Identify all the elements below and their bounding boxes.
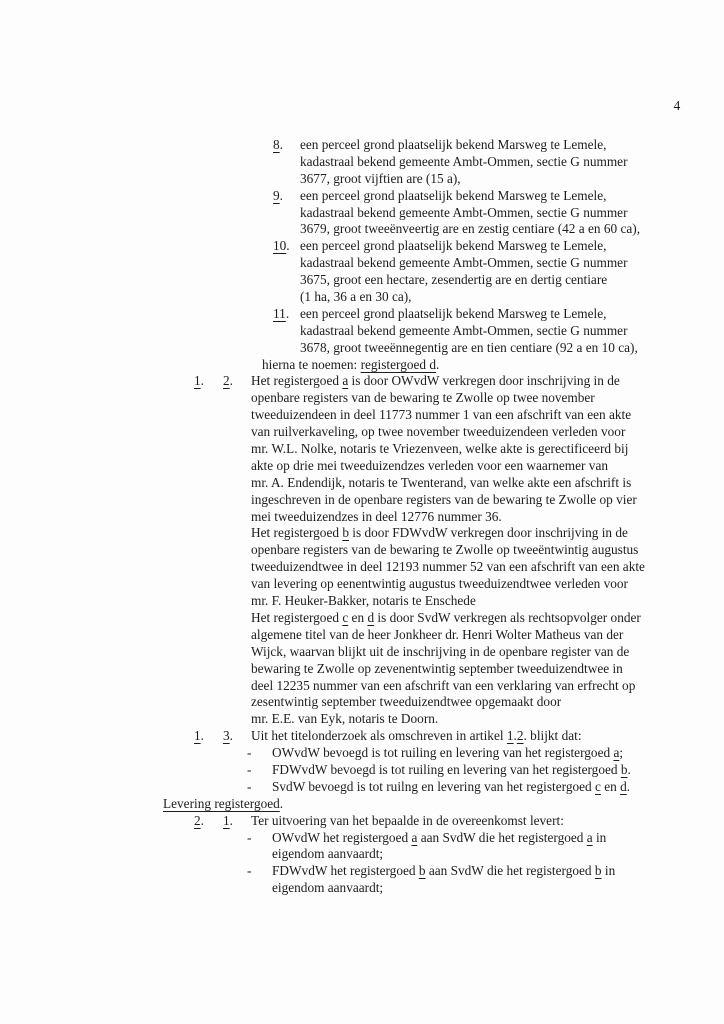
doc-line: [0, 661, 724, 678]
doc-line: [0, 255, 724, 272]
line-text: mr. F. Heuker-Bakker, notaris te Enschede: [251, 593, 476, 609]
doc-line: [0, 745, 724, 762]
doc-line: [0, 323, 724, 340]
list-subnumber: 2.: [223, 373, 233, 389]
line-text: 3679, groot tweeënveertig are en zestig centiare (42 a en 60 ca),: [300, 221, 641, 237]
list-number: 9.: [273, 187, 283, 203]
doc-line: [0, 171, 724, 188]
doc-line: [0, 525, 724, 542]
line-text: algemene titel van de heer Jonkheer dr. Henri Wolter Matheus van der: [251, 626, 624, 642]
line-text: Uit het titelonderzoek als omschreven in artikel 1.2. blijkt dat:: [251, 728, 582, 744]
line-text: van levering op eenentwintig augustus tweeduizendtwee verleden voor: [251, 576, 628, 592]
line-text: OWvdW het registergoed a aan SvdW die het registergoed a in: [272, 829, 607, 845]
bullet-dash: -: [247, 778, 252, 794]
line-text: kadastraal bekend gemeente Ambt-Ommen, sectie G nummer: [300, 322, 628, 338]
line-text: tweeduizendtwee in deel 12193 nummer 52 van een afschrift van een akte: [251, 559, 645, 575]
line-text: Het registergoed c en d is door SvdW verkregen als rechtsopvolger onder: [251, 609, 641, 625]
list-subnumber: 1.: [223, 812, 233, 828]
doc-line: [0, 188, 724, 205]
line-text: van ruilverkaveling, op twee november tweeduizendeen verleden voor: [251, 424, 626, 440]
doc-line: [0, 846, 724, 863]
line-text: Ter uitvoering van het bepaalde in de overeenkomst levert:: [251, 812, 564, 828]
line-text: kadastraal bekend gemeente Ambt-Ommen, sectie G nummer: [300, 153, 628, 169]
doc-line: [0, 678, 724, 695]
doc-line: [0, 593, 724, 610]
doc-line: [0, 863, 724, 880]
doc-line: [0, 306, 724, 323]
bullet-dash: -: [247, 829, 252, 845]
doc-line: [0, 272, 724, 289]
line-text: openbare registers van de bewaring te Zwolle op twee november: [251, 390, 595, 406]
list-number: 1.: [194, 728, 204, 744]
line-text: kadastraal bekend gemeente Ambt-Ommen, sectie G nummer: [300, 204, 628, 220]
list-number: 8.: [273, 137, 283, 152]
line-text: een perceel grond plaatselijk bekend Marsweg te Lemele,: [300, 238, 607, 254]
doc-line: [0, 373, 724, 390]
doc-line: [0, 357, 724, 374]
line-text: Wijck, waarvan blijkt uit de inschrijving in de openbare register van de: [251, 643, 630, 659]
line-text: eigendom aanvaardt;: [272, 880, 384, 896]
line-text: FDWvdW bevoegd is tot ruiling en levering van het registergoed b.: [272, 761, 631, 777]
doc-line: [0, 154, 724, 171]
document-body: [0, 137, 724, 897]
section-heading: Levering registergoed.: [163, 795, 284, 811]
line-text: een perceel grond plaatselijk bekend Marsweg te Lemele,: [300, 187, 607, 203]
page-number: 4: [673, 98, 681, 113]
doc-line: [0, 509, 724, 526]
line-text: ingeschreven in de openbare registers van de bewaring te Zwolle op vier: [251, 491, 637, 507]
line-text: hierna te noemen: registergoed d.: [262, 356, 440, 372]
doc-line: [0, 390, 724, 407]
line-text: mr. A. Endendijk, notaris te Twenterand, van welke akte een afschrift is: [251, 474, 632, 490]
line-text: eigendom aanvaardt;: [272, 846, 384, 862]
line-text: mei tweeduizendzes in deel 12776 nummer 36.: [251, 508, 502, 524]
line-text: tweeduizendeen in deel 11773 nummer 1 van een afschrift van een akte: [251, 407, 632, 423]
bullet-dash: -: [247, 745, 252, 761]
doc-line: [0, 762, 724, 779]
doc-line: [0, 576, 724, 593]
line-text: (1 ha, 36 a en 30 ca),: [300, 289, 412, 305]
doc-line: [0, 441, 724, 458]
bullet-dash: -: [247, 863, 252, 879]
doc-line: [0, 694, 724, 711]
doc-line: [0, 644, 724, 661]
doc-line: [0, 458, 724, 475]
doc-line: [0, 830, 724, 847]
line-text: een perceel grond plaatselijk bekend Marsweg te Lemele,: [300, 305, 607, 321]
line-text: openbare registers van de bewaring te Zwolle op tweeëntwintig augustus: [251, 542, 639, 558]
doc-line: [0, 238, 724, 255]
line-text: SvdW bevoegd is tot ruilng en levering van het registergoed c en d.: [272, 778, 631, 794]
line-text: mr. E.E. van Eyk, notaris te Doorn.: [251, 711, 439, 727]
line-text: 3675, groot een hectare, zesendertig are en dertig centiare: [300, 272, 608, 288]
line-text: 3678, groot tweeënnegentig are en tien centiare (92 a en 10 ca),: [300, 339, 638, 355]
doc-line: [0, 475, 724, 492]
list-subnumber: 3.: [223, 728, 233, 744]
line-text: bewaring te Zwolle op zevenentwintig september tweeduizendtwee in: [251, 660, 623, 676]
line-text: 3677, groot vijftien are (15 a),: [300, 170, 461, 186]
bullet-dash: -: [247, 761, 252, 777]
list-number: 10.: [273, 238, 290, 254]
doc-line: [0, 813, 724, 830]
list-number: 1.: [194, 373, 204, 389]
doc-line: [0, 289, 724, 306]
doc-line: [0, 492, 724, 509]
doc-line: [0, 610, 724, 627]
doc-line: [0, 728, 724, 745]
doc-line: [0, 542, 724, 559]
line-text: Het registergoed a is door OWvdW verkregen door inschrijving in de: [251, 373, 620, 389]
doc-line: [0, 779, 724, 796]
line-text: deel 12235 nummer van een afschrift van een verklaring van erfrecht op: [251, 677, 636, 693]
line-text: mr. W.L. Nolke, notaris te Vriezenveen, welke akte is gerectificeerd bij: [251, 441, 629, 457]
doc-line: [0, 627, 724, 644]
doc-line: [0, 137, 724, 154]
line-text: een perceel grond plaatselijk bekend Marsweg te Lemele,: [300, 137, 607, 152]
doc-line: [0, 221, 724, 238]
doc-line: [0, 880, 724, 897]
doc-line: [0, 407, 724, 424]
doc-line: [0, 205, 724, 222]
line-text: akte op drie mei tweeduizendzes verleden voor een waarnemer van: [251, 457, 608, 473]
line-text: kadastraal bekend gemeente Ambt-Ommen, sectie G nummer: [300, 255, 628, 271]
doc-line: [0, 340, 724, 357]
line-text: Het registergoed b is door FDWvdW verkregen door inschrijving in de: [251, 525, 628, 541]
doc-line: [0, 424, 724, 441]
doc-line: [0, 796, 724, 813]
doc-line: [0, 711, 724, 728]
line-text: zesentwintig september tweeduizendtwee opgemaakt door: [251, 694, 562, 710]
line-text: FDWvdW het registergoed b aan SvdW die het registergoed b in: [272, 863, 616, 879]
line-text: OWvdW bevoegd is tot ruiling en levering van het registergoed a;: [272, 745, 624, 761]
doc-line: [0, 559, 724, 576]
list-number: 11.: [273, 305, 290, 321]
list-number: 2.: [194, 812, 204, 828]
